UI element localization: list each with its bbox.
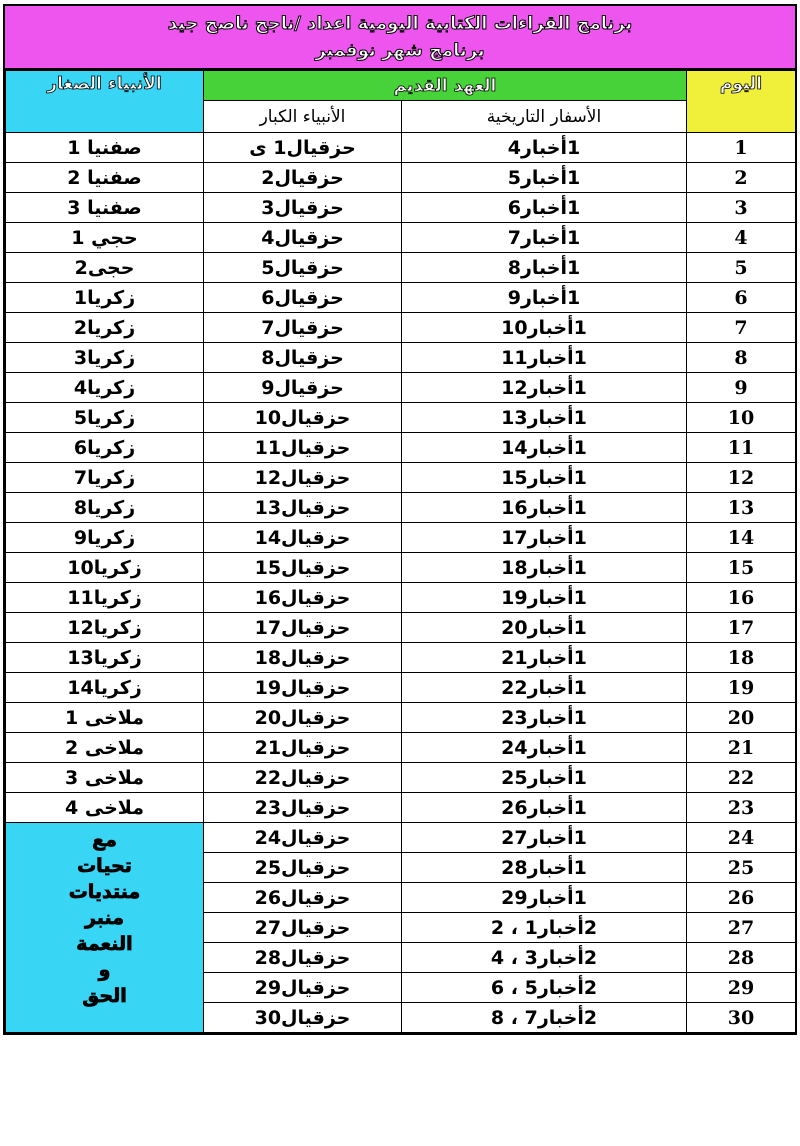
table-body <box>6 133 796 1033</box>
cell-historical-books: 1أخبار11 <box>402 343 687 373</box>
cell-day: 13 <box>687 493 796 523</box>
table-row <box>6 823 796 853</box>
cell-historical-books: 1أخبار29 <box>402 883 687 913</box>
cell-minor-prophets: زكريا2 <box>6 313 204 343</box>
cell-day: 9 <box>687 373 796 403</box>
cell-minor-prophets: ملاخى 4 <box>6 793 204 823</box>
cell-historical-books: 1أخبار14 <box>402 433 687 463</box>
cell-historical-books: 1أخبار20 <box>402 613 687 643</box>
cell-minor-prophets: زكريا12 <box>6 613 204 643</box>
cell-historical-books: 1أخبار8 <box>402 253 687 283</box>
cell-minor-prophets: صفنيا 3 <box>6 193 204 223</box>
cell-day: 12 <box>687 463 796 493</box>
table-row <box>6 793 796 823</box>
table-row <box>6 373 796 403</box>
cell-historical-books: 1أخبار23 <box>402 703 687 733</box>
page-subtitle: برنامج شهر نوفمبر <box>315 40 485 61</box>
cell-minor-prophets: حجي 1 <box>6 223 204 253</box>
table-row <box>6 613 796 643</box>
table-row <box>6 523 796 553</box>
cell-day: 8 <box>687 343 796 373</box>
header-old-testament: العهد القديم <box>204 71 687 101</box>
cell-day: 27 <box>687 913 796 943</box>
cell-major-prophets: حزقيال10 <box>204 403 402 433</box>
greeting-line: منتديات <box>68 881 141 903</box>
table-row <box>6 703 796 733</box>
cell-minor-prophets: ملاخى 3 <box>6 763 204 793</box>
cell-major-prophets: حزقيال21 <box>204 733 402 763</box>
header-historical-books: الأسفار التاريخية <box>402 101 687 133</box>
cell-day: 25 <box>687 853 796 883</box>
cell-minor-prophets: زكريا4 <box>6 373 204 403</box>
cell-day: 29 <box>687 973 796 1003</box>
cell-day: 6 <box>687 283 796 313</box>
greeting-line: الحق <box>82 985 127 1007</box>
cell-major-prophets: حزقيال11 <box>204 433 402 463</box>
cell-day: 16 <box>687 583 796 613</box>
table-row <box>6 253 796 283</box>
cell-historical-books: 1أخبار22 <box>402 673 687 703</box>
cell-major-prophets: حزقيال3 <box>204 193 402 223</box>
table-row <box>6 283 796 313</box>
reading-plan-sheet <box>3 4 797 1035</box>
page-title: برنامج القراءات الكتابية اليومية اعداد /ناجح ناصح جيد <box>167 13 633 34</box>
cell-minor-prophets: زكريا7 <box>6 463 204 493</box>
cell-historical-books: 1أخبار5 <box>402 163 687 193</box>
cell-day: 24 <box>687 823 796 853</box>
cell-historical-books: 1أخبار25 <box>402 763 687 793</box>
cell-major-prophets: حزقيال26 <box>204 883 402 913</box>
table-row <box>6 733 796 763</box>
cell-major-prophets: حزقيال12 <box>204 463 402 493</box>
cell-major-prophets: حزقيال9 <box>204 373 402 403</box>
cell-historical-books: 2أخبار1 ، 2 <box>402 913 687 943</box>
cell-day: 5 <box>687 253 796 283</box>
greeting-line: و <box>98 959 111 981</box>
cell-major-prophets: حزقيال7 <box>204 313 402 343</box>
greeting-line: مع <box>92 829 117 851</box>
table-row <box>6 133 796 163</box>
cell-historical-books: 1أخبار17 <box>402 523 687 553</box>
cell-day: 2 <box>687 163 796 193</box>
cell-major-prophets: حزقيال29 <box>204 973 402 1003</box>
cell-day: 20 <box>687 703 796 733</box>
cell-major-prophets: حزقيال28 <box>204 943 402 973</box>
cell-minor-prophets: ملاخى 2 <box>6 733 204 763</box>
table-row <box>6 553 796 583</box>
table-row <box>6 343 796 373</box>
cell-minor-prophets: زكريا10 <box>6 553 204 583</box>
cell-minor-prophets: زكريا13 <box>6 643 204 673</box>
cell-major-prophets: حزقيال6 <box>204 283 402 313</box>
table-row <box>6 313 796 343</box>
cell-historical-books: 1أخبار4 <box>402 133 687 163</box>
cell-historical-books: 2أخبار7 ، 8 <box>402 1003 687 1033</box>
cell-major-prophets: حزقيال14 <box>204 523 402 553</box>
cell-major-prophets: حزقيال5 <box>204 253 402 283</box>
title-bar <box>5 6 795 70</box>
cell-day: 4 <box>687 223 796 253</box>
cell-day: 1 <box>687 133 796 163</box>
cell-day: 30 <box>687 1003 796 1033</box>
cell-minor-prophets: زكريا3 <box>6 343 204 373</box>
table-row <box>6 763 796 793</box>
cell-historical-books: 1أخبار21 <box>402 643 687 673</box>
cell-historical-books: 1أخبار6 <box>402 193 687 223</box>
cell-minor-prophets: زكريا6 <box>6 433 204 463</box>
cell-major-prophets: حزقيال16 <box>204 583 402 613</box>
table-row <box>6 163 796 193</box>
greeting-line: النعمة <box>76 933 133 955</box>
table-row <box>6 583 796 613</box>
cell-day: 14 <box>687 523 796 553</box>
cell-historical-books: 1أخبار28 <box>402 853 687 883</box>
cell-major-prophets: حزقيال27 <box>204 913 402 943</box>
cell-day: 10 <box>687 403 796 433</box>
cell-day: 15 <box>687 553 796 583</box>
cell-historical-books: 1أخبار15 <box>402 463 687 493</box>
cell-major-prophets: حزقيال17 <box>204 613 402 643</box>
header-major-prophets: الأنبياء الكبار <box>204 101 402 133</box>
cell-major-prophets: حزقيال30 <box>204 1003 402 1033</box>
cell-day: 26 <box>687 883 796 913</box>
header-day: اليوم <box>687 71 796 133</box>
greeting-line: منبر <box>84 907 125 929</box>
cell-major-prophets: حزقيال25 <box>204 853 402 883</box>
cell-historical-books: 1أخبار24 <box>402 733 687 763</box>
cell-historical-books: 1أخبار26 <box>402 793 687 823</box>
cell-major-prophets: حزقيال18 <box>204 643 402 673</box>
cell-minor-prophets: زكريا1 <box>6 283 204 313</box>
cell-major-prophets: حزقيال1 ى <box>204 133 402 163</box>
cell-minor-prophets: زكريا14 <box>6 673 204 703</box>
reading-table <box>5 70 796 1033</box>
cell-minor-prophets: زكريا8 <box>6 493 204 523</box>
cell-day: 11 <box>687 433 796 463</box>
cell-historical-books: 1أخبار13 <box>402 403 687 433</box>
cell-major-prophets: حزقيال13 <box>204 493 402 523</box>
header-minor-prophets: الأنبياء الصغار <box>6 71 204 133</box>
cell-day: 21 <box>687 733 796 763</box>
cell-major-prophets: حزقيال2 <box>204 163 402 193</box>
cell-historical-books: 1أخبار12 <box>402 373 687 403</box>
cell-minor-prophets: حجى2 <box>6 253 204 283</box>
cell-historical-books: 1أخبار7 <box>402 223 687 253</box>
cell-day: 19 <box>687 673 796 703</box>
table-row <box>6 673 796 703</box>
cell-major-prophets: حزقيال4 <box>204 223 402 253</box>
cell-day: 18 <box>687 643 796 673</box>
table-row <box>6 493 796 523</box>
cell-day: 7 <box>687 313 796 343</box>
cell-historical-books: 1أخبار10 <box>402 313 687 343</box>
cell-historical-books: 1أخبار27 <box>402 823 687 853</box>
cell-minor-prophets: زكريا11 <box>6 583 204 613</box>
cell-major-prophets: حزقيال23 <box>204 793 402 823</box>
cell-major-prophets: حزقيال22 <box>204 763 402 793</box>
cell-historical-books: 2أخبار5 ، 6 <box>402 973 687 1003</box>
cell-historical-books: 1أخبار19 <box>402 583 687 613</box>
table-row <box>6 193 796 223</box>
cell-day: 28 <box>687 943 796 973</box>
cell-day: 22 <box>687 763 796 793</box>
cell-major-prophets: حزقيال20 <box>204 703 402 733</box>
cell-historical-books: 1أخبار16 <box>402 493 687 523</box>
table-row <box>6 433 796 463</box>
cell-historical-books: 1أخبار9 <box>402 283 687 313</box>
cell-day: 17 <box>687 613 796 643</box>
greeting-note <box>6 823 204 1033</box>
cell-historical-books: 2أخبار3 ، 4 <box>402 943 687 973</box>
cell-major-prophets: حزقيال19 <box>204 673 402 703</box>
cell-day: 23 <box>687 793 796 823</box>
table-row <box>6 643 796 673</box>
table-row <box>6 223 796 253</box>
greeting-line: تحيات <box>77 855 132 877</box>
cell-day: 3 <box>687 193 796 223</box>
cell-minor-prophets: صفنيا 2 <box>6 163 204 193</box>
cell-minor-prophets: زكريا9 <box>6 523 204 553</box>
cell-major-prophets: حزقيال8 <box>204 343 402 373</box>
cell-major-prophets: حزقيال24 <box>204 823 402 853</box>
cell-minor-prophets: زكريا5 <box>6 403 204 433</box>
table-row <box>6 403 796 433</box>
cell-historical-books: 1أخبار18 <box>402 553 687 583</box>
table-row <box>6 463 796 493</box>
cell-minor-prophets: صفنيا 1 <box>6 133 204 163</box>
cell-minor-prophets: ملاخى 1 <box>6 703 204 733</box>
cell-major-prophets: حزقيال15 <box>204 553 402 583</box>
